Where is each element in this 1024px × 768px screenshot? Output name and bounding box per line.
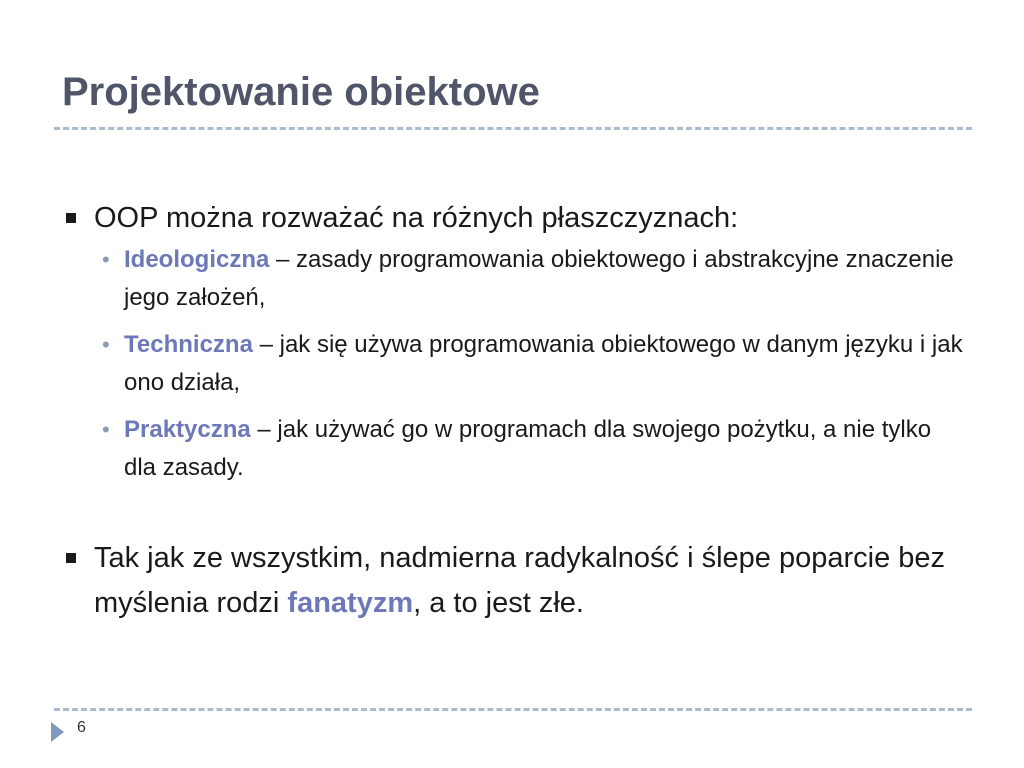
square-bullet-icon (66, 213, 76, 223)
triangle-icon (51, 722, 64, 742)
bullet-text: OOP można rozważać na różnych płaszczyznach: (94, 202, 739, 234)
sub-bullet-item (64, 411, 964, 487)
sub-bullet-keyword: Ideologiczna (124, 246, 270, 273)
sub-bullet-keyword: Praktyczna (124, 416, 251, 443)
bullet-item (64, 196, 964, 241)
dot-bullet-icon: • (102, 247, 110, 272)
sub-bullet-text: – jak używać go w programach dla swojego pożytku, a nie tylko dla zasady. (124, 416, 932, 481)
sub-bullet-item (64, 326, 964, 402)
bullet-keyword: fanatyzm (287, 587, 414, 619)
dot-bullet-icon: • (102, 332, 110, 357)
sub-bullet-list (64, 241, 964, 487)
dot-bullet-icon: • (102, 417, 110, 442)
sub-bullet-keyword: Techniczna (124, 331, 253, 358)
bullet-text-end: , a to jest złe. (413, 587, 584, 619)
title-divider (54, 127, 972, 130)
bullet-item (64, 536, 964, 626)
sub-bullet-text: – jak się używa programowania obiektowego w danym języku i jak ono działa, (124, 331, 963, 396)
slide-title: Projektowanie obiektowe (62, 70, 540, 114)
spacer (64, 496, 964, 536)
slide-content (64, 196, 964, 626)
sub-bullet-item (64, 241, 964, 317)
square-bullet-icon (66, 553, 76, 563)
page-number: 6 (77, 719, 86, 736)
bullet-text: Tak jak ze wszystkim, nadmierna radykalność i ślepe poparcie bez myślenia rodzi (94, 542, 946, 619)
sub-bullet-text: – zasady programowania obiektowego i abstrakcyjne znaczenie jego założeń, (124, 246, 954, 311)
footer-divider (54, 708, 972, 711)
